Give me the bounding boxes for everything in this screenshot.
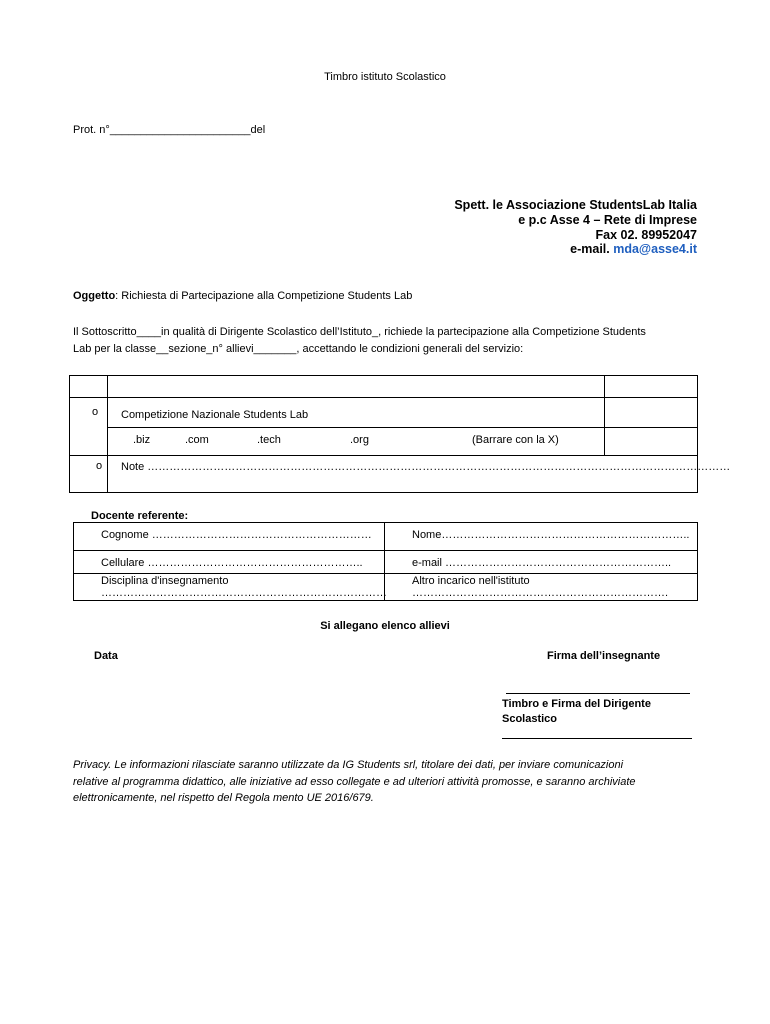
date-label: Data (94, 650, 118, 662)
other-role-label: Altro incarico nell'istituto (412, 575, 530, 587)
principal-signature-label-2: Scolastico (502, 713, 558, 725)
attachments-note: Si allegano elenco allievi (320, 620, 450, 632)
competition-name: Competizione Nazionale Students Lab (121, 409, 309, 421)
competition-table (69, 375, 731, 493)
table-divider (604, 376, 605, 455)
subject-taught-label: Disciplina d'insegnamento (101, 575, 229, 587)
domain-option-com[interactable]: .com (185, 434, 209, 446)
recipient-line-1: Spett. le Associazione StudentsLab Italia (454, 198, 697, 212)
privacy-notice-line-1: Privacy. Le informazioni rilasciate saranno utilizzate da IG Students srl, titolare dei dati, per inviare comunicazioni (73, 759, 624, 771)
teacher-signature-label: Firma dell’insegnante (547, 650, 661, 662)
table-divider (70, 397, 697, 398)
request-paragraph-line-1: Il Sottoscritto____in qualità di Dirigente Scolastico dell’Istituto_, richiede la partecipazione alla Competizione Students (73, 326, 646, 338)
protocol-line (73, 124, 265, 136)
recipient-line-2: e p.c Asse 4 – Rete di Imprese (518, 213, 697, 227)
domain-option-tech[interactable]: .tech (257, 434, 281, 446)
notes-field[interactable]: Note …………………………………………………………………………………………………………………………………………… (121, 461, 731, 473)
protocol-blank: _______________________ (109, 124, 251, 136)
notes-checkbox[interactable]: o (96, 460, 103, 472)
name-field[interactable]: Nome………………………………………………………….. (412, 529, 690, 541)
school-stamp-label: Timbro istituto Scolastico (324, 71, 446, 83)
domain-option-biz[interactable]: .biz (133, 434, 151, 446)
phone-field[interactable]: Cellulare ………………………………………………….. (101, 557, 363, 569)
protocol-prefix: Prot. n° (73, 124, 110, 136)
domain-option-org[interactable]: .org (350, 434, 369, 446)
subject-line (73, 290, 412, 302)
recipient-email (570, 242, 697, 256)
principal-signature-label-1: Timbro e Firma del Dirigente (502, 698, 651, 710)
privacy-notice-line-3: elettronicamente, nel rispetto del Regola mento UE 2016/679. (73, 792, 374, 804)
teacher-heading: Docente referente: (91, 510, 189, 522)
principal-signature-line (506, 693, 690, 694)
recipient-fax: Fax 02. 89952047 (595, 228, 697, 242)
competition-checkbox[interactable]: o (92, 406, 99, 418)
subject-taught-field[interactable]: …………………………………………………………………… (101, 587, 387, 599)
table-divider (107, 427, 697, 428)
table-divider (70, 455, 697, 456)
email-field[interactable]: e-mail …………………………………………………….. (412, 557, 672, 569)
mark-hint: (Barrare con la X) (472, 434, 559, 446)
privacy-notice-line-2: relative al programma didattico, alle iniziative ad esso collegate e ad ulteriori attività promosse, e saranno archiviate (73, 776, 636, 788)
other-role-field[interactable]: ……………………………………………………………. (412, 587, 669, 599)
protocol-date-label: del (250, 124, 266, 136)
table-divider (74, 550, 697, 551)
subject-label: Oggetto (73, 290, 116, 302)
surname-field[interactable]: Cognome …………………………………………………… (101, 529, 372, 541)
table-divider (74, 573, 697, 574)
teacher-table (73, 522, 698, 601)
table-divider (107, 376, 108, 492)
recipient-email-label: e-mail. (570, 242, 614, 256)
recipient-email-link[interactable]: mda@asse4.it (613, 242, 697, 256)
subject-text: : Richiesta di Partecipazione alla Competizione Students Lab (115, 290, 413, 302)
principal-stamp-line (502, 738, 692, 739)
request-paragraph-line-2: Lab per la classe__sezione_n° allievi_______, accettando le condizioni generali del servizio: (73, 343, 524, 355)
